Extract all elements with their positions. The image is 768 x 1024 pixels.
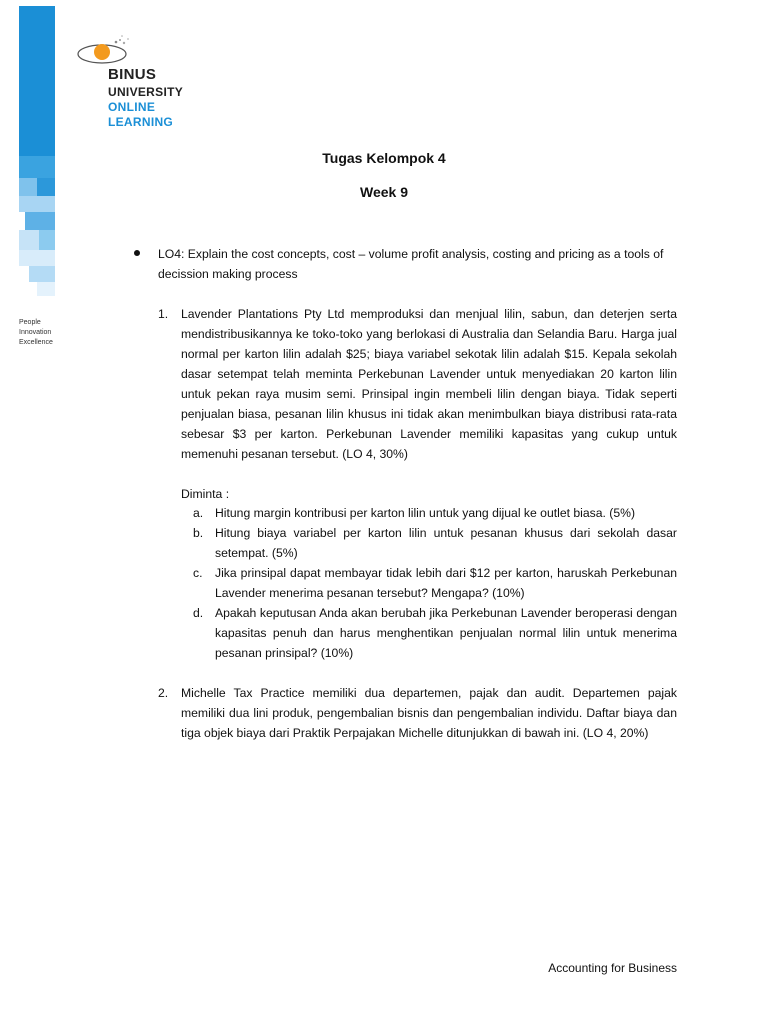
question-2-number: 2. [158, 686, 169, 700]
tagline-innovation: Innovation [19, 329, 52, 336]
subitem-d-text: Apakah keputusan Anda akan berubah jika Perkebunan Lavender beroperasi dengan kapasitas penuh dan harus menghentikan penjualan normal lilin untuk menerima pesanan prinsipal? (10%) [215, 606, 677, 660]
page-title: Tugas Kelompok 4 [322, 150, 446, 166]
tagline-people: People [19, 319, 41, 326]
logo-online: ONLINE [108, 100, 156, 114]
subitem-a-text: Hitung margin kontribusi per karton lilin untuk yang dijual ke outlet biasa. (5%) [215, 506, 636, 520]
footer-course: Accounting for Business [548, 961, 677, 975]
question-1-text: Lavender Plantations Pty Ltd memproduksi dan menjual lilin, sabun, dan deterjen serta mendistribusikannya ke toko-toko yang berlokasi di Australia dan Selandia Baru. Harga jual normal per karton lilin adalah $25; biaya variabel sekotak lilin adalah $15. Kepala sekolah dasar setempat telah meminta Perkebunan Lavender untuk menyediakan 20 karton lilin untuk pekan raya musim semi. Prinsipal ingin membeli lilin dengan biaya. Tidak seperti penjualan biasa, pesanan lilin khusus ini tidak akan menimbulkan biaya distribusi rata-rata sebesar $3 per karton. Perkebunan Lavender memiliki kapasitas yang cukup untuk memenuhi pesanan tersebut. (LO 4, 30%) [181, 307, 677, 461]
subitem-a-letter: a. [193, 506, 204, 520]
learning-outcome: LO4: Explain the cost concepts, cost – volume profit analysis, costing and pricing as a tools of decission making process [158, 247, 664, 281]
question-2-text: Michelle Tax Practice memiliki dua departemen, pajak dan audit. Departemen pajak memiliki dua lini produk, pengembalian bisnis dan pengembalian individu. Daftar biaya dan tiga objek biaya dari Praktik Perpajakan Michelle ditunjukkan di bawah ini. (LO 4, 20%) [181, 686, 677, 740]
logo-learning: LEARNING [108, 115, 174, 129]
tagline-excellence: Excellence [19, 339, 53, 346]
subitem-d-letter: d. [193, 606, 204, 620]
question-1-number: 1. [158, 307, 169, 321]
subitem-c-text: Jika prinsipal dapat membayar tidak lebih dari $12 per karton, haruskah Perkebunan Lavender menerima pesanan tersebut? Mengapa? (10%) [215, 566, 677, 600]
logo-binus: BINUS [108, 66, 157, 83]
subitem-b-letter: b. [193, 526, 204, 540]
subitem-c-letter: c. [193, 566, 203, 580]
sidebar-mosaic [19, 156, 55, 296]
subitem-b-text: Hitung biaya variabel per karton lilin untuk pesanan khusus dari sekolah dasar setempat. (5%) [215, 526, 677, 560]
logo-university: UNIVERSITY [108, 85, 184, 99]
sidebar-blue-bar [19, 6, 55, 156]
week-title: Week 9 [360, 184, 408, 200]
diminta-label: Diminta : [181, 487, 230, 501]
bullet-icon [134, 250, 140, 256]
binus-logo [74, 32, 194, 132]
tagline [19, 318, 53, 348]
